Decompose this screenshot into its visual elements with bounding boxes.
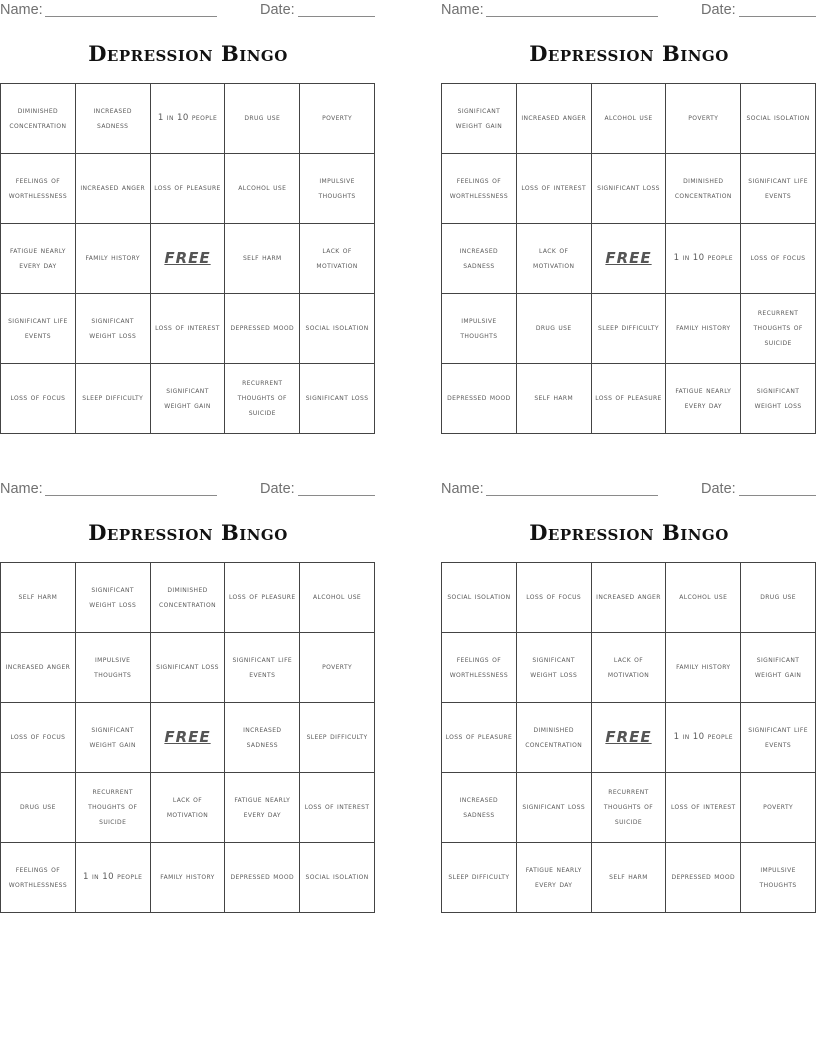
card-header: [441, 0, 816, 22]
bingo-cell[interactable]: family history: [666, 633, 741, 703]
bingo-cell[interactable]: recurrent thoughts of suicide: [225, 364, 300, 434]
name-label: Name:: [441, 481, 484, 497]
bingo-card-3: [0, 479, 376, 890]
bingo-cell[interactable]: family history: [666, 294, 741, 364]
bingo-cell[interactable]: sleep difficulty: [592, 294, 667, 364]
bingo-cell[interactable]: increased sadness: [442, 224, 517, 294]
bingo-cell[interactable]: loss of interest: [300, 773, 375, 843]
bingo-cell[interactable]: loss of pleasure: [151, 154, 226, 224]
bingo-cell[interactable]: significant loss: [592, 154, 667, 224]
bingo-cell[interactable]: impulsive thoughts: [442, 294, 517, 364]
bingo-grid: [0, 83, 375, 434]
bingo-cell[interactable]: increased anger: [592, 563, 667, 633]
bingo-cell[interactable]: significant weight gain: [151, 364, 226, 434]
name-blank-line[interactable]: [45, 495, 217, 496]
bingo-cell[interactable]: loss of pleasure: [592, 364, 667, 434]
bingo-cell[interactable]: fatigue nearly every day: [666, 364, 741, 434]
bingo-cell[interactable]: family history: [76, 224, 151, 294]
bingo-cell[interactable]: social isolation: [300, 294, 375, 364]
bingo-cell[interactable]: loss of interest: [666, 773, 741, 843]
bingo-cell[interactable]: drug use: [741, 563, 816, 633]
bingo-cell[interactable]: social isolation: [300, 843, 375, 913]
bingo-cell[interactable]: alcohol use: [300, 563, 375, 633]
bingo-cell[interactable]: depressed mood: [666, 843, 741, 913]
bingo-grid: [441, 562, 816, 913]
bingo-cell[interactable]: family history: [151, 843, 226, 913]
bingo-cell[interactable]: self harm: [592, 843, 667, 913]
bingo-cell[interactable]: self harm: [1, 563, 76, 633]
bingo-cell[interactable]: significant weight loss: [76, 563, 151, 633]
bingo-cell[interactable]: recurrent thoughts of suicide: [592, 773, 667, 843]
bingo-cell[interactable]: feelings of worthlessness: [1, 154, 76, 224]
bingo-cell[interactable]: significant life events: [1, 294, 76, 364]
bingo-cell[interactable]: diminished concentration: [517, 703, 592, 773]
card-title: Depression Bingo: [529, 41, 729, 66]
bingo-cell[interactable]: impulsive thoughts: [300, 154, 375, 224]
bingo-cell[interactable]: increased sadness: [76, 84, 151, 154]
date-blank-line[interactable]: [739, 495, 816, 496]
bingo-cell[interactable]: self harm: [517, 364, 592, 434]
bingo-cell[interactable]: fatigue nearly every day: [225, 773, 300, 843]
bingo-cell[interactable]: significant loss: [517, 773, 592, 843]
bingo-cell[interactable]: significant life events: [225, 633, 300, 703]
bingo-cell[interactable]: sleep difficulty: [442, 843, 517, 913]
name-label: Name:: [441, 2, 484, 18]
bingo-cell[interactable]: fatigue nearly every day: [1, 224, 76, 294]
bingo-cell[interactable]: significant weight loss: [741, 364, 816, 434]
bingo-cell[interactable]: significant life events: [741, 703, 816, 773]
free-space-cell[interactable]: FREE: [592, 224, 667, 294]
card-header: [441, 479, 816, 501]
bingo-cell[interactable]: feelings of worthlessness: [442, 633, 517, 703]
bingo-cell[interactable]: significant weight gain: [442, 84, 517, 154]
bingo-cell[interactable]: diminished concentration: [666, 154, 741, 224]
bingo-grid: [0, 562, 375, 913]
bingo-cell[interactable]: depressed mood: [225, 843, 300, 913]
bingo-cell[interactable]: lack of motivation: [151, 773, 226, 843]
bingo-cell[interactable]: loss of pleasure: [225, 563, 300, 633]
bingo-cell[interactable]: 1 in 10 people: [76, 843, 151, 913]
bingo-cell[interactable]: feelings of worthlessness: [442, 154, 517, 224]
bingo-cell[interactable]: loss of pleasure: [442, 703, 517, 773]
bingo-cell[interactable]: drug use: [1, 773, 76, 843]
bingo-cell[interactable]: significant life events: [741, 154, 816, 224]
bingo-cell[interactable]: sleep difficulty: [76, 364, 151, 434]
bingo-cell[interactable]: significant loss: [151, 633, 226, 703]
bingo-cell[interactable]: self harm: [225, 224, 300, 294]
bingo-cell[interactable]: significant weight gain: [76, 703, 151, 773]
date-blank-line[interactable]: [298, 16, 375, 17]
name-label: Name:: [0, 481, 43, 497]
bingo-grid: [441, 83, 816, 434]
bingo-cell[interactable]: significant weight loss: [517, 633, 592, 703]
bingo-cell[interactable]: drug use: [517, 294, 592, 364]
bingo-cell[interactable]: increased anger: [1, 633, 76, 703]
date-blank-line[interactable]: [298, 495, 375, 496]
bingo-cell[interactable]: lack of motivation: [300, 224, 375, 294]
bingo-cell[interactable]: diminished concentration: [1, 84, 76, 154]
free-space-cell[interactable]: FREE: [592, 703, 667, 773]
bingo-cell[interactable]: diminished concentration: [151, 563, 226, 633]
name-blank-line[interactable]: [45, 16, 217, 17]
bingo-cell[interactable]: poverty: [741, 773, 816, 843]
bingo-cell[interactable]: loss of interest: [517, 154, 592, 224]
bingo-cell[interactable]: alcohol use: [592, 84, 667, 154]
bingo-cell[interactable]: increased anger: [76, 154, 151, 224]
date-label: Date:: [260, 481, 295, 497]
bingo-cell[interactable]: poverty: [300, 633, 375, 703]
bingo-cell[interactable]: sleep difficulty: [300, 703, 375, 773]
name-blank-line[interactable]: [486, 16, 658, 17]
bingo-cell[interactable]: social isolation: [442, 563, 517, 633]
bingo-cell[interactable]: depressed mood: [225, 294, 300, 364]
bingo-cell[interactable]: impulsive thoughts: [76, 633, 151, 703]
bingo-card-2: [441, 0, 816, 411]
bingo-cell[interactable]: 1 in 10 people: [666, 703, 741, 773]
bingo-cell[interactable]: increased sadness: [225, 703, 300, 773]
name-label: Name:: [0, 2, 43, 18]
bingo-cell[interactable]: loss of interest: [151, 294, 226, 364]
bingo-cell[interactable]: loss of focus: [741, 224, 816, 294]
card-header: [0, 479, 376, 501]
bingo-cell[interactable]: significant loss: [300, 364, 375, 434]
card-header: [0, 0, 376, 22]
free-space-cell[interactable]: FREE: [151, 224, 226, 294]
bingo-cell[interactable]: lack of motivation: [517, 224, 592, 294]
bingo-cell[interactable]: depressed mood: [442, 364, 517, 434]
bingo-cell[interactable]: alcohol use: [666, 563, 741, 633]
bingo-cell[interactable]: significant weight loss: [76, 294, 151, 364]
bingo-card-4: [441, 479, 816, 890]
date-blank-line[interactable]: [739, 16, 816, 17]
card-title: Depression Bingo: [529, 520, 729, 545]
card-title: Depression Bingo: [88, 41, 288, 66]
bingo-cell[interactable]: poverty: [300, 84, 375, 154]
date-label: Date:: [701, 481, 736, 497]
bingo-cell[interactable]: lack of motivation: [592, 633, 667, 703]
bingo-cell[interactable]: recurrent thoughts of suicide: [741, 294, 816, 364]
bingo-card-1: [0, 0, 376, 418]
name-blank-line[interactable]: [486, 495, 658, 496]
bingo-cell[interactable]: drug use: [225, 84, 300, 154]
card-title: Depression Bingo: [88, 520, 288, 545]
bingo-cell[interactable]: significant weight gain: [741, 633, 816, 703]
bingo-cell[interactable]: fatigue nearly every day: [517, 843, 592, 913]
date-label: Date:: [701, 2, 736, 18]
date-label: Date:: [260, 2, 295, 18]
bingo-cell[interactable]: feelings of worthlessness: [1, 843, 76, 913]
bingo-cell[interactable]: 1 in 10 people: [666, 224, 741, 294]
free-space-cell[interactable]: FREE: [151, 703, 226, 773]
bingo-cell[interactable]: 1 in 10 people: [151, 84, 226, 154]
bingo-cell[interactable]: loss of focus: [1, 703, 76, 773]
bingo-cell[interactable]: alcohol use: [225, 154, 300, 224]
bingo-cell[interactable]: loss of focus: [517, 563, 592, 633]
bingo-cell[interactable]: recurrent thoughts of suicide: [76, 773, 151, 843]
bingo-cell[interactable]: poverty: [666, 84, 741, 154]
bingo-cell[interactable]: increased sadness: [442, 773, 517, 843]
bingo-cell[interactable]: loss of focus: [1, 364, 76, 434]
bingo-cell[interactable]: social isolation: [741, 84, 816, 154]
bingo-cell[interactable]: increased anger: [517, 84, 592, 154]
bingo-cell[interactable]: impulsive thoughts: [741, 843, 816, 913]
